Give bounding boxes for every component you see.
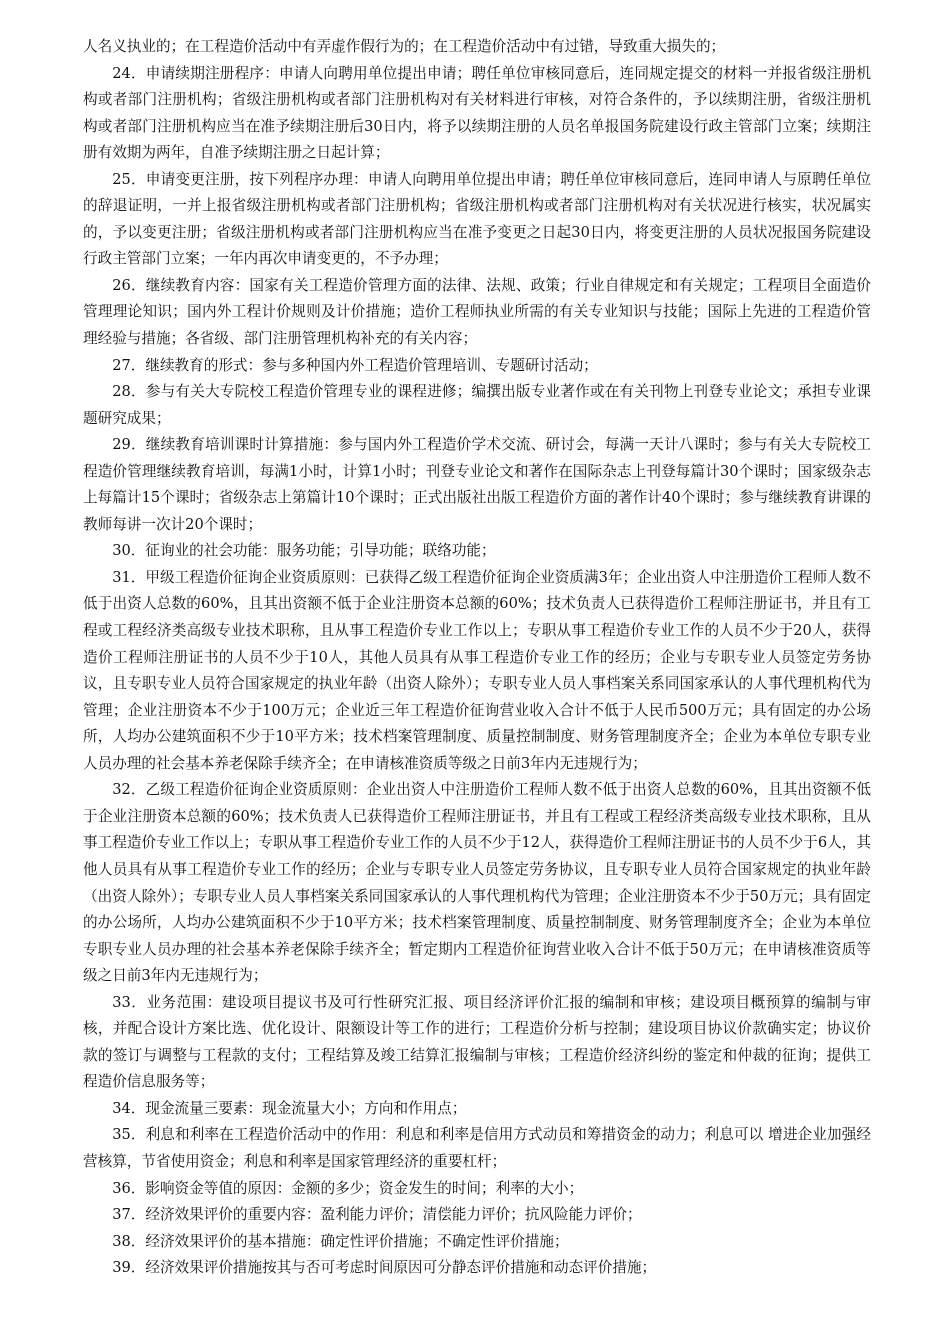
paragraph-continuation: 人名义执业的；在工程造价活动中有弄虚作假行为的；在工程造价活动中有过错，导致重大损失的； <box>83 38 726 55</box>
paragraph-item-26: 26．继续教育内容：国家有关工程造价管理方面的法律、法规、政策；行业自律规定和有关规定；工程项目全面造价管理理论知识；国内外工程计价规则及计价措施；造价工程师执业所需的有关专业知识与技能；国际上先进的工程造价管理经验与措施；各省级、部门注册管理机构补充的有关内容； <box>83 276 871 348</box>
paragraph-item-29: 29．继续教育培训课时计算措施：参与国内外工程造价学术交流、研讨会，每满一天计八课时；参与有关大专院校工程造价管理继续教育培训，每满1小时，计算1小时；刊登专业论文和著作在国际杂志上刊登每篇计30个课时；国家级杂志上每篇计15个课时；省级杂志上第篇计10个课时；正式出版社出版工程造价方面的著作计40个课时；参与继续教育讲课的教师每讲一次计20个课时； <box>83 436 871 533</box>
paragraph-item-32: 32．乙级工程造价征询企业资质原则：企业出资人中注册造价工程师人数不低于出资人总数的60%，且其出资额不低于企业注册资本总额的60%；技术负责人已获得造价工程师注册证书，并且有工程或工程经济类高级专业技术职称，且从事工程造价专业工作以上；专职从事工程造价专业工作的人员不少于12人，获得造价工程师注册证书的人员不少于6人，其他人员具有从事工程造价专业工作的经历；企业与专职专业人员签定劳务协议，且专职专业人员符合国家规定的执业年龄（出资人除外）；专职专业人员人事档案关系同国家承认的人事代理机构代为管理；企业注册资本不少于50万元；具有固定的办公场所，人均办公建筑面积不少于10平方米；技术档案管理制度、质量控制制度、财务管理制度齐全；企业为本单位专职专业人员办理的社会基本养老保除手续齐全；暂定期内工程造价征询营业收入合计不低于50万元；在申请核准资质等级之日前3年内无违规行为； <box>83 781 871 985</box>
paragraph-item-24: 24．申请续期注册程序：申请人向聘用单位提出申请；聘任单位审核同意后，连同规定提交的材料一并报省级注册机构或者部门注册机构；省级注册机构或者部门注册机构对有关材料进行审核，对符合条件的，予以续期注册，省级注册机构或者部门注册机构应当在准予续期注册后30日内，将予以续期注册的人员名单报国务院建设行政主管部门立案；续期注册有效期为两年，自准予续期注册之日起计算； <box>83 64 871 162</box>
paragraph-item-27: 27．继续教育的形式：参与多种国内外工程造价管理培训、专题研讨活动； <box>112 356 598 374</box>
paragraph-item-31: 31．甲级工程造价征询企业资质原则：已获得乙级工程造价征询企业资质满3年；企业出资人中注册造价工程师人数不低于出资人总数的60%，且其出资额不低于企业注册资本总额的60%；技术负责人已获得造价工程师注册证书，并且有工程或工程经济类高级专业技术职称，且从事工程造价专业工作以上；专职从事工程造价专业工作的人员不少于20人，获得造价工程师注册证书的人员不少于10人，其他人员具有从事工程造价专业工作的经历；企业与专职专业人员签定劳务协议，且专职专业人员符合国家规定的执业年龄（出资人除外）；专职专业人员人事档案关系同国家承认的人事代理机构代为管理；企业注册资本不少于100万元；企业近三年工程造价征询营业收入合计不低于人民币500万元；具有固定的办公场所，人均办公建筑面积不少于10平方米；技术档案管理制度、质量控制制度、财务管理制度齐全；企业为本单位专职专业人员办理的社会基本养老保除手续齐全；在申请核准资质等级之日前3年内无违规行为； <box>83 568 871 772</box>
paragraph-item-25: 25．申请变更注册，按下列程序办理：申请人向聘用单位提出申请；聘任单位审核同意后，连同申请人与原聘任单位的辞退证明，一并上报省级注册机构或者部门注册机构；省级注册机构或者部门注册机构对有关状况进行核实，状况属实的，予以变更注册；省级注册机构或者部门注册机构应当在准予变更之日起30日内，将变更注册的人员状况报国务院建设行政主管部门立案；一年内再次申请变更的，不予办理； <box>83 170 871 268</box>
paragraph-item-39: 39．经济效果评价措施按其与否可考虑时间原因可分静态评价措施和动态评价措施； <box>112 1259 657 1277</box>
paragraph-item-34: 34．现金流量三要素：现金流量大小；方向和作用点； <box>112 1099 467 1117</box>
paragraph-item-33: 33．业务范围：建设项目提议书及可行性研究汇报、项目经济评价汇报的编制和审核；建设项目概预算的编制与审核，并配合设计方案比选、优化设计、限额设计等工作的进行；工程造价分析与控制；建设项目协议价款确实定；协议价款的签订与调整与工程款的支付；工程结算及竣工结算汇报编制与审核；工程造价经济纠纷的鉴定和仲裁的征询；提供工程造价信息服务等； <box>83 993 871 1091</box>
paragraph-item-37: 37．经济效果评价的重要内容：盈利能力评价；清偿能力评价；抗风险能力评价； <box>112 1206 642 1224</box>
paragraph-item-28: 28．参与有关大专院校工程造价管理专业的课程进修；编撰出版专业著作或在有关刊物上刊登专业论文；承担专业课题研究成果； <box>83 383 871 427</box>
paragraph-item-36: 36．影响资金等值的原因：金额的多少；资金发生的时间；利率的大小； <box>112 1179 584 1197</box>
paragraph-item-30: 30．征询业的社会功能：服务功能；引导功能；联络功能； <box>112 542 496 560</box>
paragraph-item-38: 38．经济效果评价的基本措施：确定性评价措施；不确定性评价措施； <box>112 1232 569 1250</box>
paragraph-item-35: 35．利息和利率在工程造价活动中的作用：利息和利率是信用方式动员和筹措资金的动力；利息可以 增进企业加强经营核算，节省使用资金；利息和利率是国家管理经济的重要杠杆； <box>83 1126 871 1170</box>
